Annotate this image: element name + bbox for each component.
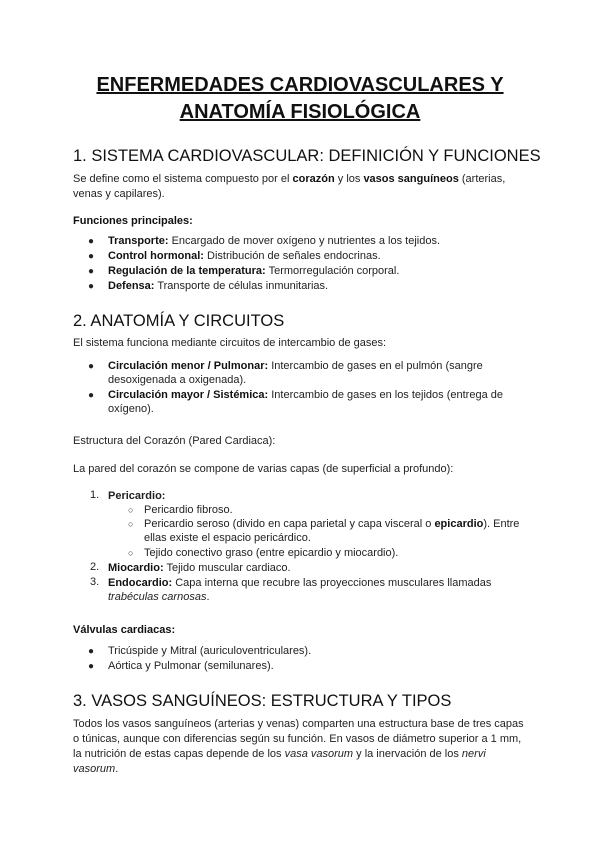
sub-item-seroso [144,517,519,532]
list-item-circulacion-mayor [108,388,503,403]
intro-bold-vasos: vasos sanguíneos [363,173,459,185]
section-3-line4 [73,762,533,777]
sub-item-text: ). Entre [483,518,520,530]
sub-item-tejido-graso: Tejido conectivo graso (entre epicardio y miocardio). [144,547,399,559]
sub-item-bold-epicardio: epicardio [434,518,484,530]
intro-bold-corazon: corazón [292,173,335,185]
funciones-label: Funciones principales: [73,215,193,227]
list-item-temperatura [108,264,399,279]
list-number: 2. [90,561,100,573]
section-3-line2: o túnicas, aunque con diferencias según su función. En vasos de diámetro superior a 1 mm, [73,733,522,745]
section-3-heading: 3. VASOS SANGUÍNEOS: ESTRUCTURA Y TIPOS [73,692,452,710]
italic-term: nervi [461,748,486,760]
bullet-icon: ● [88,661,95,672]
estructura-heading: Estructura del Corazón (Pared Cardiaca): [73,435,276,447]
list-item-miocardio [108,561,291,576]
item-label: Regulación de la temperatura: [108,265,266,277]
item-text: Intercambio de gases en el pulmón (sangre [268,360,483,372]
section-3-line3 [73,747,543,762]
item-text: Distribución de señales endocrinas. [203,250,381,262]
italic-term: vasa vasorum [284,748,354,760]
item-text: . [206,591,210,603]
list-item-defensa [108,279,328,294]
section-1-heading: 1. SISTEMA CARDIOVASCULAR: DEFINICIÓN Y FUNCIONES [73,147,541,165]
item-text: Capa interna que recubre las proyecciones musculares llamadas [172,577,492,589]
list-item-circulacion-menor [108,359,483,374]
list-number: 3. [90,576,100,588]
intro-text: Se define como el sistema compuesto por el [73,173,293,185]
list-item-continuation [108,590,210,605]
list-item-continuation: desoxigenada a oxigenada). [108,374,247,386]
sub-item-text: Pericardio seroso (divido en capa parietal y capa visceral o [144,518,435,530]
section-2-heading: 2. ANATOMÍA Y CIRCUITOS [73,312,285,330]
item-text: Transporte de células inmunitarias. [154,280,329,292]
italic-term: trabéculas carnosas [108,591,207,603]
bullet-icon: ● [88,236,95,247]
bullet-icon: ● [88,390,95,401]
item-text: Encargado de mover oxígeno y nutrientes a los tejidos. [168,235,441,247]
list-item-continuation: oxígeno). [108,403,154,415]
list-number: 1. [90,489,100,501]
item-label: Transporte: [108,235,169,247]
para-text: . [115,763,119,775]
item-text: Intercambio de gases en los tejidos (entrega de [268,389,503,401]
intro-text: y los [334,173,364,185]
para-text: la nutrición de estas capas depende de los [73,748,285,760]
sub-item-continuation: ellas existe el espacio pericárdico. [144,532,311,544]
list-item-control-hormonal [108,249,381,264]
pericardio-label: Pericardio: [108,490,166,502]
valvulas-label: Válvulas cardiacas: [73,624,176,636]
bullet-icon: ● [88,361,95,372]
sub-item-fibroso: Pericardio fibroso. [144,504,233,516]
bullet-icon: ● [88,646,95,657]
item-label: Defensa: [108,280,155,292]
item-text: Tejido muscular cardiaco. [163,562,291,574]
list-item-tricuspide: Tricúspide y Mitral (auriculoventriculares). [108,645,312,657]
list-item-endocardio [108,576,491,591]
circle-bullet-icon: ○ [128,548,134,558]
section-1-intro [73,172,533,187]
bullet-icon: ● [88,281,95,292]
bullet-icon: ● [88,251,95,262]
item-label: Miocardio: [108,562,164,574]
circle-bullet-icon: ○ [128,505,134,515]
item-label: Control hormonal: [108,250,204,262]
list-item-transporte [108,234,440,249]
item-text: Termorregulación corporal. [265,265,400,277]
italic-term: vasorum [73,763,116,775]
document-title-line2: ANATOMÍA FISIOLÓGICA [179,101,421,123]
item-label: Circulación mayor / Sistémica: [108,389,269,401]
item-label: Circulación menor / Pulmonar: [108,360,269,372]
intro-text: (arterias, [458,173,506,185]
section-2-intro: El sistema funciona mediante circuitos de intercambio de gases: [73,337,387,349]
bullet-icon: ● [88,266,95,277]
section-1-intro-line2: venas y capilares). [73,188,165,200]
para-text: y la inervación de los [353,748,462,760]
list-item-aortica: Aórtica y Pulmonar (semilunares). [108,660,274,672]
document-title-line1: ENFERMEDADES CARDIOVASCULARES Y [96,74,504,96]
circle-bullet-icon: ○ [128,519,134,529]
item-label: Endocardio: [108,577,173,589]
section-3-line1: Todos los vasos sanguíneos (arterias y venas) comparten una estructura base de tres capas [73,718,524,730]
pared-intro: La pared del corazón se compone de varias capas (de superficial a profundo): [73,463,454,475]
